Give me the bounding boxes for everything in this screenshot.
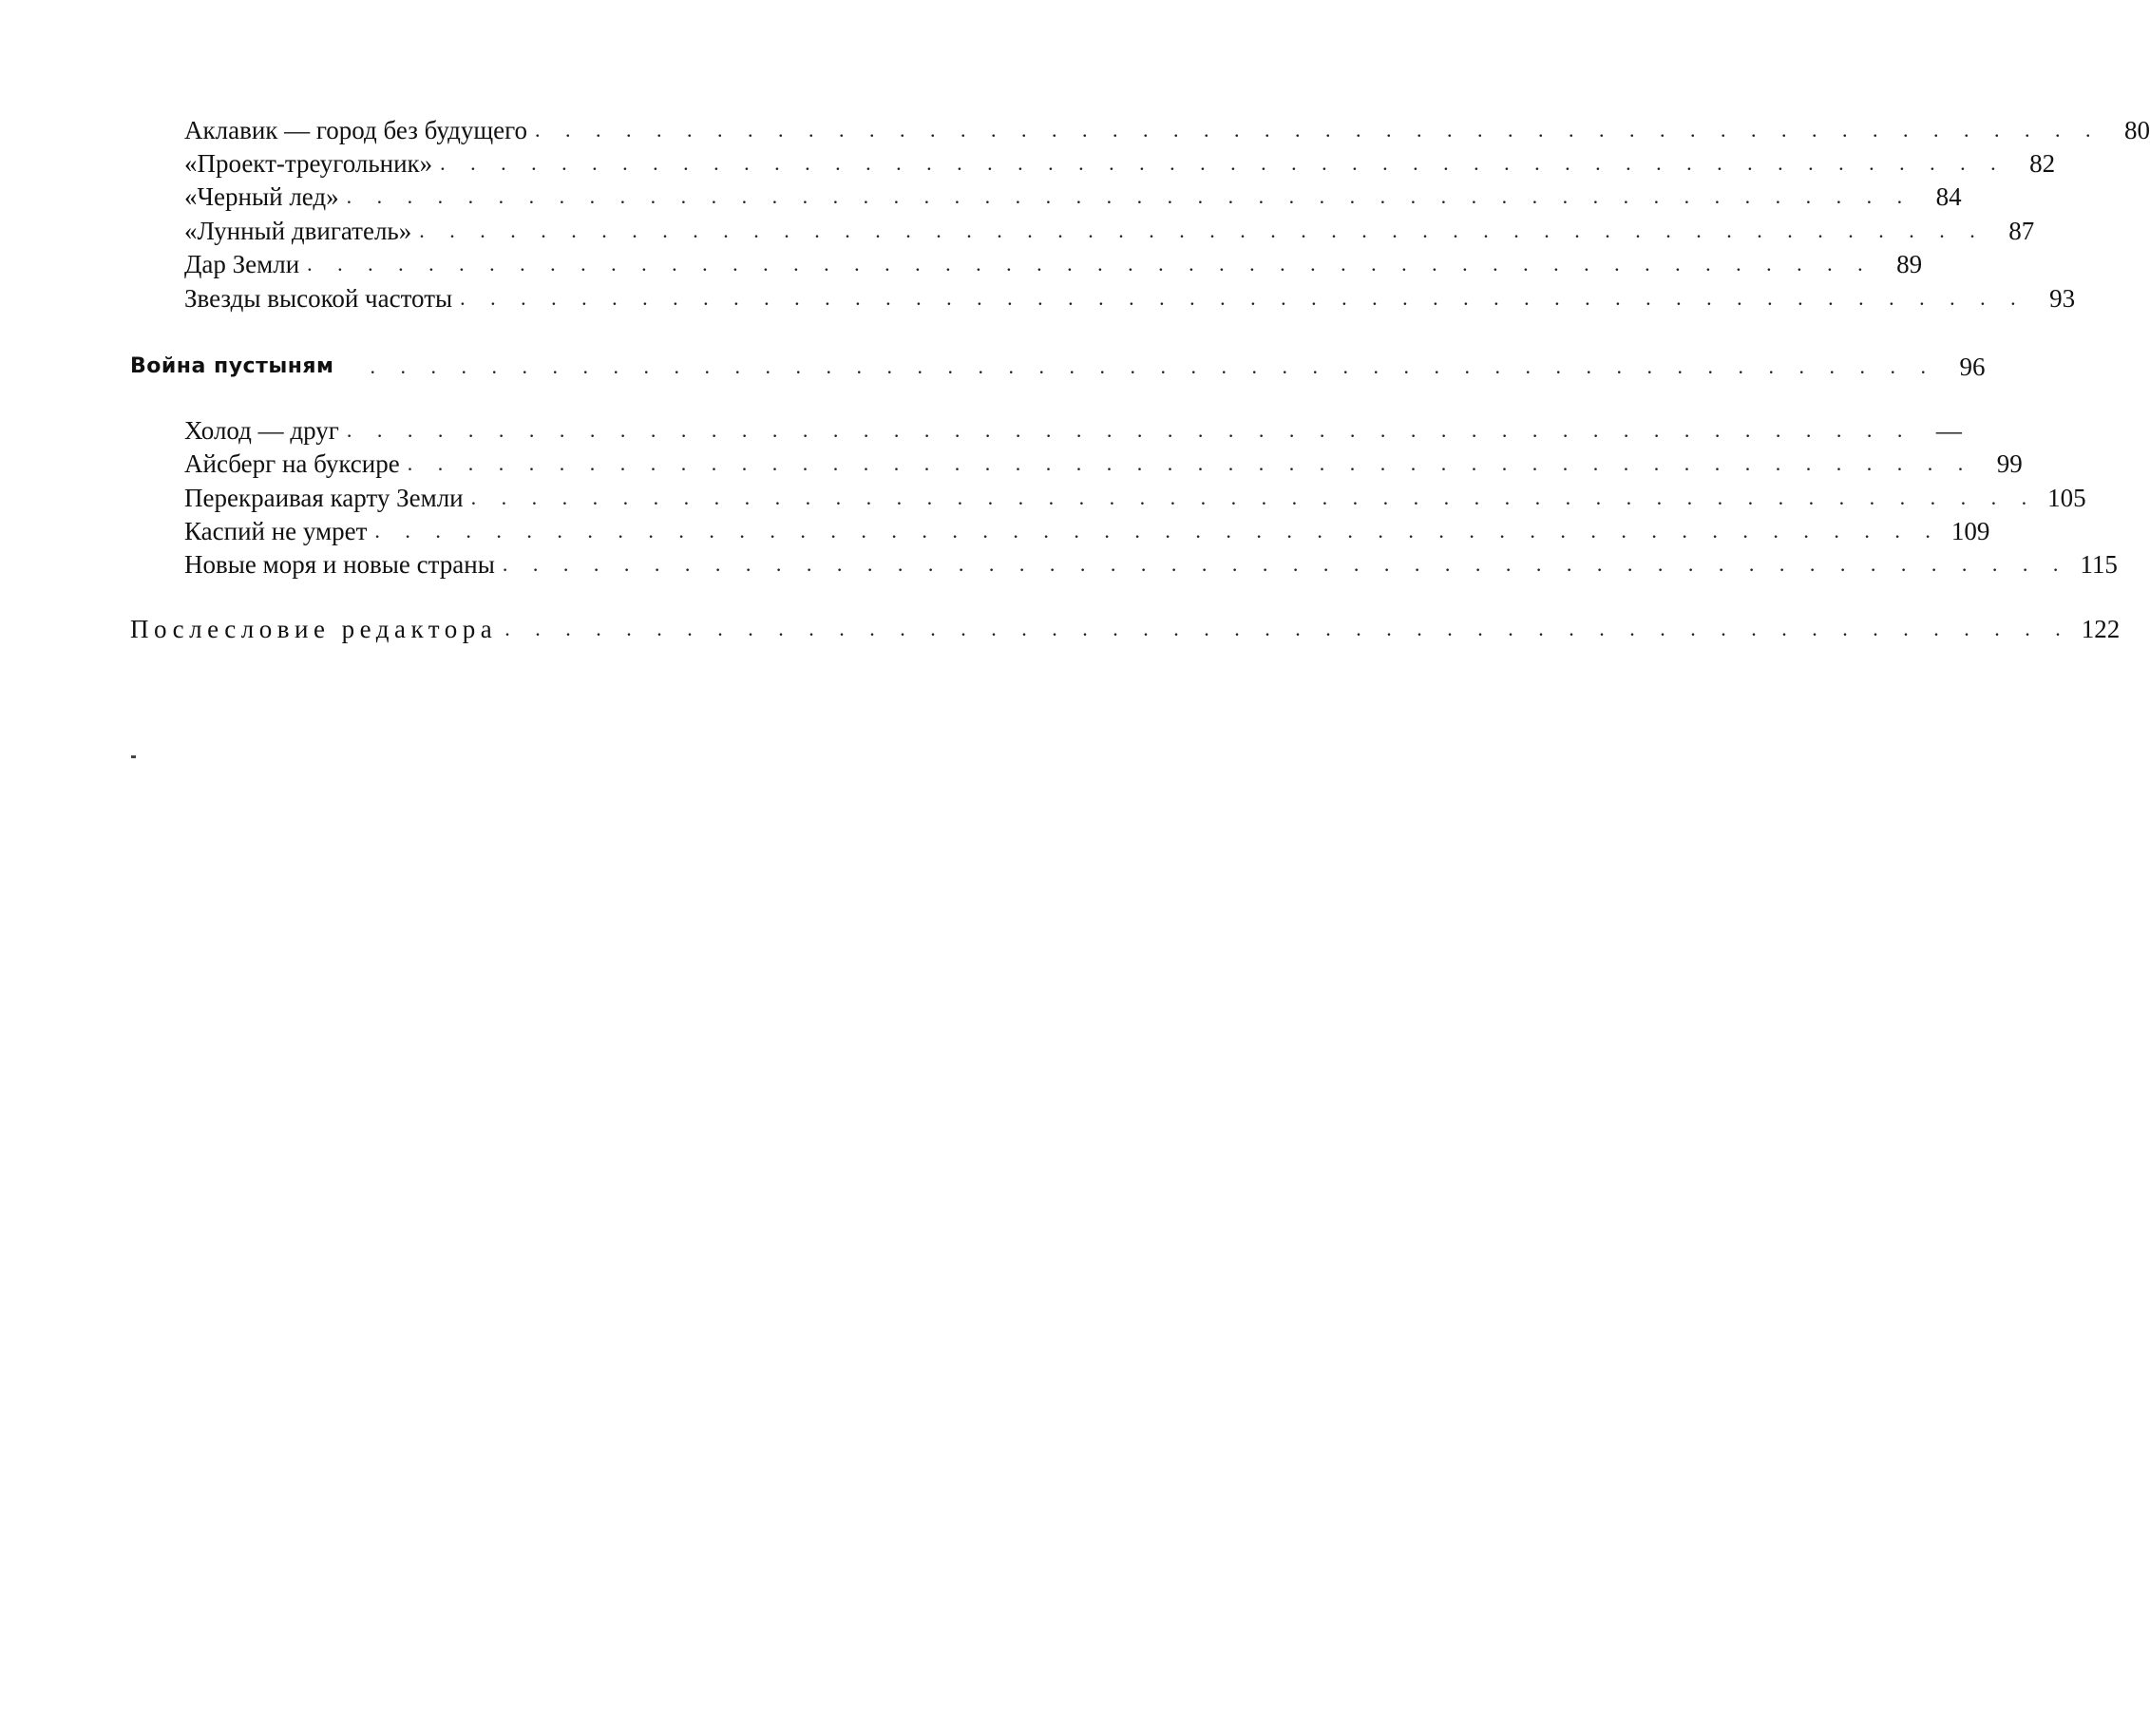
toc-entry-title: «Черный лед» (184, 182, 339, 211)
toc-entry[interactable] (184, 147, 2056, 180)
toc-entry[interactable] (184, 248, 1923, 280)
toc-entry[interactable] (184, 215, 2035, 247)
toc-afterword-title: Послесловие редактора (130, 615, 498, 643)
toc-entry[interactable] (184, 181, 1962, 213)
toc-leader-dots: . . . . . . . . . . . . . . . . . . . . . . . . . . . . . . . . . . . . . . . . . . . . . . . . . . . . (470, 486, 2037, 509)
toc-entry-title: Перекраивая карту Земли (184, 484, 464, 512)
toc-entry-page: 80 (2124, 116, 2150, 144)
ink-speck (131, 755, 136, 758)
toc-leader-dots: . . . . . . . . . . . . . . . . . . . . . . . . . . . . . . . . . . . . . . . . . . . . . . . . . . . . (504, 617, 2071, 640)
toc-entry-page: 82 (2029, 149, 2056, 178)
toc-entry[interactable] (184, 515, 1990, 547)
toc-entry-page: 89 (1896, 250, 1923, 278)
toc-section-page: 96 (1959, 353, 1986, 381)
toc-leader-dots: . . . . . . . . . . . . . . . . . . . . . . . . . . . . . . . . . . . . . . . . . . . . . . . . . . . . (346, 184, 1912, 208)
toc-leader-dots: . . . . . . . . . . . . . . . . . . . . . . . . . . . . . . . . . . . . . . . . . . . . . . . . . . . . (502, 552, 2068, 576)
toc-entry-title: Каспий не умрет (184, 517, 368, 545)
toc-leader-dots: . . . . . . . . . . . . . . . . . . . . . . . . . . . . . . . . . . . . . . . . . . . . . . . . . . . . (346, 418, 1912, 442)
toc-section-title: Война пустыням (130, 354, 334, 378)
toc-entry[interactable] (184, 548, 2118, 581)
toc-entry[interactable] (184, 414, 1962, 447)
toc-entry[interactable] (184, 482, 2086, 514)
toc-entry-page: 87 (2008, 217, 2035, 245)
toc-entry-page: 84 (1935, 182, 1962, 211)
toc-entry-page: — (1935, 416, 1962, 445)
toc-entry-page: 109 (1950, 517, 1990, 545)
toc-leader-dots: . . . . . . . . . . . . . . . . . . . . . . . . . . . . . . . . . . . . . . . . . . . . . . . . . . . . (460, 286, 2026, 310)
toc-entry-page: 99 (1996, 449, 2023, 478)
toc-entry[interactable] (184, 114, 2150, 146)
toc-entry-page: 115 (2080, 550, 2118, 579)
toc-entry-page: 105 (2047, 484, 2086, 512)
toc-leader-dots: . . . . . . . . . . . . . . . . . . . . . . . . . . . . . . . . . . . . . . . . . . . . . . . . . . . . (370, 354, 1936, 378)
toc-leader-dots: . . . . . . . . . . . . . . . . . . . . . . . . . . . . . . . . . . . . . . . . . . . . . . . . . . . . (407, 451, 1973, 475)
toc-entry-title: Новые моря и новые страны (184, 550, 495, 579)
toc-entry-title: «Проект-треугольник» (184, 149, 433, 178)
toc-leader-dots: . . . . . . . . . . . . . . . . . . . . . . . . . . . . . . . . . . . . . . . . . . . . . . . . . . . . (419, 219, 1986, 242)
toc-entry-title: Звезды высокой частоты (184, 284, 453, 313)
toc-leader-dots: . . . . . . . . . . . . . . . . . . . . . . . . . . . . . . . . . . . . . . . . . . . . . . . . . . . . (535, 118, 2102, 142)
toc-leader-dots: . . . . . . . . . . . . . . . . . . . . . . . . . . . . . . . . . . . . . . . . . . . . . . . . . . . . (307, 252, 1874, 276)
toc-entry-title: Дар Земли (184, 250, 300, 278)
toc-leader-dots: . . . . . . . . . . . . . . . . . . . . . . . . . . . . . . . . . . . . . . . . . . . . . . . . . . . . (374, 519, 1941, 543)
toc-entry[interactable] (184, 448, 2023, 480)
toc-afterword-entry[interactable] (130, 613, 2121, 645)
toc-entry-title: Холод — друг (184, 416, 339, 445)
toc-afterword-page: 122 (2081, 615, 2121, 643)
toc-entry-title: Айсберг на буксире (184, 449, 400, 478)
toc-entry[interactable] (184, 282, 2076, 315)
toc-section-entry[interactable] (130, 351, 1986, 383)
toc-entry-page: 93 (2049, 284, 2076, 313)
toc-entry-title: «Лунный двигатель» (184, 217, 412, 245)
toc-leader-dots: . . . . . . . . . . . . . . . . . . . . . . . . . . . . . . . . . . . . . . . . . . . . . . . . . . . . (440, 151, 2007, 175)
toc-entry-title: Аклавик — город без будущего (184, 116, 528, 144)
